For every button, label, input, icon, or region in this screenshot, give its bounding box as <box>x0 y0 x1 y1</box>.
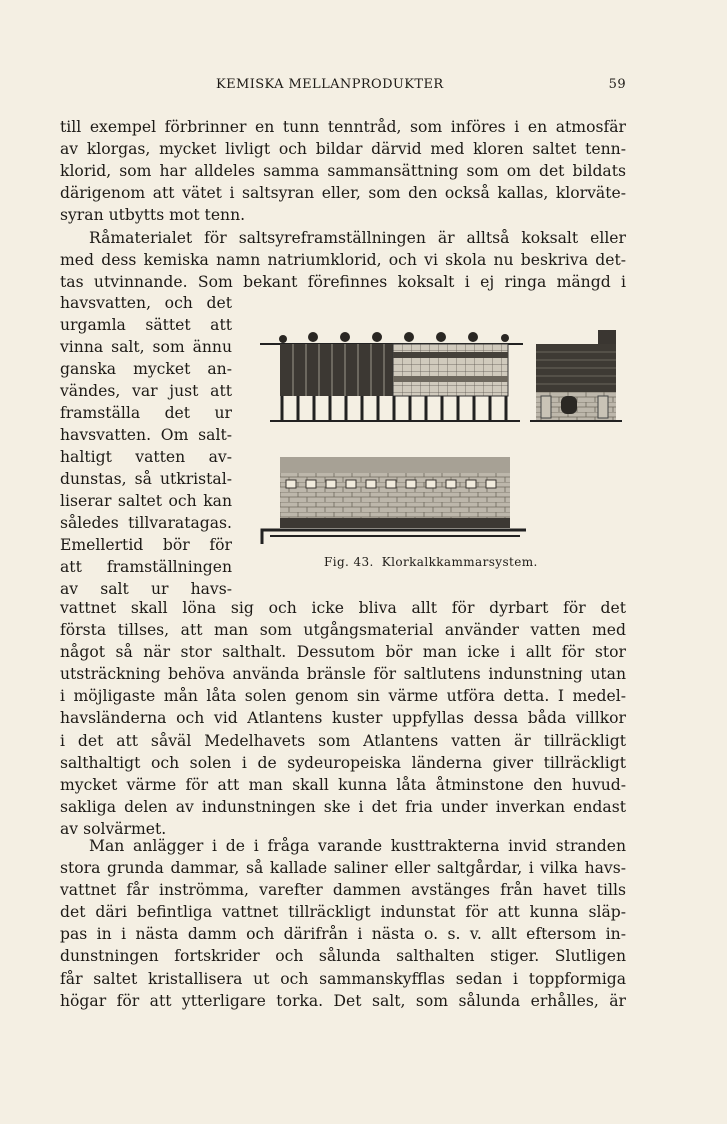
paragraph-2-continued <box>60 597 626 840</box>
text-line: Man anlägger i de i fråga varande kusttrakterna invid stranden <box>89 837 626 855</box>
elevation-view <box>260 332 523 421</box>
text-line: klorid, som har alldeles samma sammansättning som om det bildats <box>60 162 626 181</box>
running-head-title: KEMISKA MELLANPRODUKTER <box>216 77 444 92</box>
text-line: första tillses, att man som utgångsmaterial använder vatten med <box>60 621 626 640</box>
text-line: haltigt vatten av- <box>60 448 232 466</box>
text-line: högar för att ytterligare torka. Det salt, som sålunda erhålles, är <box>60 991 626 1010</box>
text-line: i det att såväl Medelhavets som Atlantens vatten är tillräckligt <box>60 731 626 750</box>
page-number: 59 <box>608 77 626 92</box>
text-line: havsländerna och vid Atlantens kuster uppfyllas dessa båda villkor <box>60 709 626 728</box>
figure-caption-text: Klorkalkkammarsystem. <box>381 555 538 569</box>
text-line: med dess kemiska namn natriumklorid, och vi skola nu beskriva det- <box>60 250 626 269</box>
text-line: vattnet skall löna sig och icke bliva allt för dyrbart för det <box>60 599 626 617</box>
text-line: salthaltigt och solen i de sydeuropeiska länderna giver tillräckligt <box>60 753 626 772</box>
text-line: utsträckning behöva använda bränsle för saltlutens indunstning utan <box>60 665 626 684</box>
text-line: till exempel förbrinner en tunn tenntråd, som införes i en atmosfär <box>60 118 626 136</box>
plan-view <box>262 457 526 544</box>
paragraph-2-narrow-column <box>60 292 232 600</box>
text-line: av klorgas, mycket livligt och bildar därvid med kloren saltet tenn- <box>60 140 626 159</box>
text-line: vändes, var just att <box>60 382 232 400</box>
text-line: det däri befintliga vattnet tillräckligt indunstat för att kunna släp- <box>60 903 626 922</box>
text-line: av solvärmet. <box>60 819 167 838</box>
text-line: därigenom att vätet i saltsyran eller, som den också kallas, klorväte- <box>60 184 626 203</box>
text-line: syran utbytts mot tenn. <box>60 206 246 225</box>
figure-chlorine-chamber-system <box>258 322 628 582</box>
text-line: havsvatten. Om salt- <box>60 426 232 444</box>
text-line: Emellertid bör för <box>60 536 232 554</box>
text-line: vattnet får inströmma, varefter dammen avstänges från havet tills <box>60 881 626 900</box>
end-view <box>530 330 622 421</box>
figure-label: Fig. 43. <box>324 555 374 569</box>
text-line: dunstningen fortskrider och sålunda salthalten stiger. Slutligen <box>60 947 626 966</box>
text-line: havsvatten, och det <box>60 294 232 312</box>
text-line: av salt ur havs- <box>60 580 232 598</box>
text-line: något så när stor salthalt. Dessutom bör man icke i allt för stor <box>60 643 626 662</box>
text-line: ganska mycket an- <box>60 360 232 378</box>
paragraph-2-intro <box>60 227 626 293</box>
text-line: liserar saltet och kan <box>60 492 232 510</box>
text-line: urgamla sättet att <box>60 316 232 334</box>
text-line: vinna salt, som ännu <box>60 338 232 356</box>
text-line: således tillvaratagas. <box>60 514 232 532</box>
text-line: får saltet kristallisera ut och sammanskyfflas sedan i toppformiga <box>60 969 626 988</box>
text-line: i möjligaste mån låta solen genom sin värme utföra detta. I medel- <box>60 687 626 706</box>
text-line: pas in i nästa damm och därifrån i nästa o. s. v. allt eftersom in- <box>60 925 626 944</box>
text-line: Råmaterialet för saltsyreframställningen är alltså koksalt eller <box>89 228 626 247</box>
text-line: mycket värme för att man skall kunna låta åtminstone den huvud- <box>60 775 626 794</box>
text-line: tas utvinnande. Som bekant förefinnes koksalt i ej ringa mängd i <box>60 272 626 291</box>
figure-caption <box>324 555 546 569</box>
text-line: att framställningen <box>60 558 232 576</box>
text-line: sakliga delen av indunstningen ske i det fria under inverkan endast <box>60 797 626 816</box>
text-line: framställa det ur <box>60 404 232 422</box>
text-line: dunstas, så utkristal- <box>60 470 232 488</box>
text-line: stora grunda dammar, så kallade saliner eller saltgårdar, i vilka havs- <box>60 859 626 878</box>
paragraph-1 <box>60 116 626 226</box>
paragraph-3 <box>60 835 626 1012</box>
